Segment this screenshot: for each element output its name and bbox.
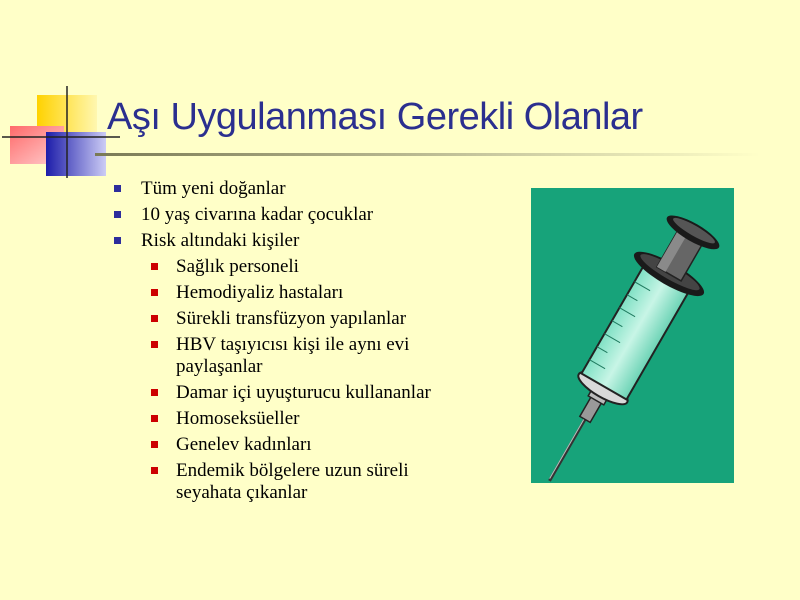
list-item-text: Risk altındaki kişiler <box>141 230 300 251</box>
syringe-image <box>531 188 734 483</box>
sub-list-item-text: Genelev kadınları <box>176 434 312 455</box>
sub-list-item <box>141 434 442 456</box>
syringe-icon <box>531 188 734 483</box>
sub-list-item-text: Sürekli transfüzyon yapılanlar <box>176 308 407 329</box>
list-item <box>112 204 442 226</box>
sub-list-item <box>141 408 442 430</box>
list-item-text: Tüm yeni doğanlar <box>141 178 286 199</box>
sub-bullet-list <box>141 256 442 504</box>
list-item <box>112 230 442 504</box>
sub-list-item-text: Sağlık personeli <box>176 256 299 277</box>
sub-list-item <box>141 256 442 278</box>
sub-list-item <box>141 382 442 404</box>
bullet-list <box>112 178 442 508</box>
sub-list-item <box>141 308 442 330</box>
sub-list-item-text: HBV taşıyıcısı kişi ile aynı evi paylaşanlar <box>176 334 410 377</box>
sub-list-item <box>141 334 442 378</box>
list-item <box>112 178 442 200</box>
sub-list-item-text: Homoseksüeller <box>176 408 300 429</box>
title-underline <box>95 150 760 160</box>
list-item-text: 10 yaş civarına kadar çocuklar <box>141 204 374 225</box>
sub-list-item-text: Hemodiyaliz hastaları <box>176 282 344 303</box>
sub-list-item-text: Damar içi uyuşturucu kullananlar <box>176 382 431 403</box>
slide-title: Aşı Uygulanması Gerekli Olanlar <box>107 96 643 138</box>
sub-list-item <box>141 282 442 304</box>
decorative-corner-squares <box>0 0 120 190</box>
sub-list-item <box>141 460 442 504</box>
sub-list-item-text: Endemik bölgelere uzun süreli seyahata çıkanlar <box>176 460 409 503</box>
